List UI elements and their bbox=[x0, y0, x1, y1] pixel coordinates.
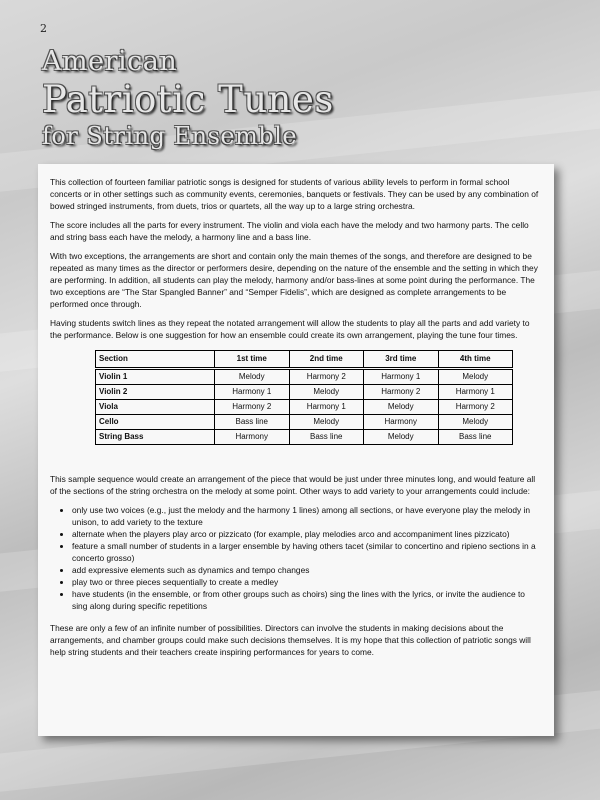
arrangement-table bbox=[95, 350, 513, 445]
table-row bbox=[96, 369, 513, 385]
table-cell: Bass line bbox=[215, 415, 290, 430]
title-line-2: Patriotic Tunes bbox=[42, 78, 334, 121]
title-line-3: for String Ensemble bbox=[42, 122, 298, 150]
table-cell: String Bass bbox=[96, 430, 215, 445]
table-cell: Harmony 2 bbox=[364, 385, 439, 400]
intro-paragraph-4: Having students switch lines as they repeat the notated arrangement will allow the students to play all the parts and add variety to the performance. Below is one suggestion for how an ensemble could create its own arrangement, playing the tune four times. bbox=[50, 318, 530, 340]
closing-paragraph: These are only a few of an infinite number of possibilities. Directors can involve the students in making decisions about the arrangements, and chamber groups could make such decisions themselves. It is my hope that this collection of patriotic songs will help string students and their teachers create inspiring performances for years to come. bbox=[50, 623, 531, 657]
table-row bbox=[96, 400, 513, 415]
list-item: • alternate when the players play arco or pizzicato (for example, play melodies arco and accompaniment lines pizzicato) bbox=[72, 528, 542, 540]
table-cell: Melody bbox=[438, 415, 513, 430]
table-header-row bbox=[96, 351, 513, 369]
table-cell: Bass line bbox=[289, 430, 364, 445]
intro-paragraph-1: This collection of fourteen familiar patriotic songs is designed for students of various ability levels to perform in formal school concerts or in other settings such as community events, ceremonies, banquets or festivals. They can be used by any combination of bowed stringed instruments, from duets, trios or quartets, all the way up to a large string orchestra. bbox=[50, 177, 539, 211]
table-cell: Violin 1 bbox=[96, 369, 215, 385]
table-cell: Cello bbox=[96, 415, 215, 430]
table-cell: Harmony 2 bbox=[438, 400, 513, 415]
table-row bbox=[96, 430, 513, 445]
body-text bbox=[50, 176, 542, 665]
ideas-list bbox=[50, 504, 542, 612]
table-row bbox=[96, 385, 513, 400]
list-item: • play two or three pieces sequentially to create a medley bbox=[72, 576, 542, 588]
list-item: • have students (in the ensemble, or from other groups such as choirs) sing the lines with the lyrics, or invite the audience to sing along during specific repetitions bbox=[72, 588, 542, 612]
table-cell: Violin 2 bbox=[96, 385, 215, 400]
table-cell: Melody bbox=[438, 369, 513, 385]
table-cell: Harmony 1 bbox=[438, 385, 513, 400]
table-cell: Melody bbox=[364, 430, 439, 445]
header-section: Section bbox=[96, 351, 215, 369]
page-number: 2 bbox=[40, 22, 47, 35]
table-cell: Melody bbox=[364, 400, 439, 415]
table-cell: Harmony 1 bbox=[289, 400, 364, 415]
table-cell: Melody bbox=[289, 415, 364, 430]
after-table-paragraph: This sample sequence would create an arrangement of the piece that would be just under three minutes long, and would feature all of the sections of the string orchestra on the melody at some point. Other ways to add variety to your arrangements could include: bbox=[50, 474, 536, 496]
table-cell: Bass line bbox=[438, 430, 513, 445]
page-title bbox=[42, 48, 334, 148]
content-panel bbox=[38, 164, 554, 736]
intro-paragraph-2: The score includes all the parts for every instrument. The violin and viola each have the melody and two harmony parts. The cello and string bass each have the melody, a harmony line and a bass line. bbox=[50, 220, 529, 242]
table-row bbox=[96, 415, 513, 430]
list-item: • only use two voices (e.g., just the melody and the harmony 1 lines) among all sections, or have everyone play the melody in unison, to add variety to the texture bbox=[72, 504, 542, 528]
table-cell: Harmony 2 bbox=[215, 400, 290, 415]
table-cell: Harmony bbox=[364, 415, 439, 430]
list-item: • add expressive elements such as dynamics and tempo changes bbox=[72, 564, 542, 576]
table-cell: Harmony 2 bbox=[289, 369, 364, 385]
header-3rd-time: 3rd time bbox=[364, 351, 439, 369]
header-2nd-time: 2nd time bbox=[289, 351, 364, 369]
table-cell: Viola bbox=[96, 400, 215, 415]
table-cell: Harmony bbox=[215, 430, 290, 445]
spacer bbox=[50, 445, 542, 473]
list-item: • feature a small number of students in a larger ensemble by having others tacet (similar to concertino and ripieno sections in a concerto grosso) bbox=[72, 540, 542, 564]
table-cell: Melody bbox=[215, 369, 290, 385]
intro-paragraph-3: With two exceptions, the arrangements are short and contain only the main themes of the songs, and therefore are designed to be repeated as many times as the director or performers desire, depending on the nature of the ensemble and the setting in which they are performing. In addition, all students can play the melody, harmony and/or bass-lines at some point during the performance. The two exceptions are “The Star Spangled Banner” and “Semper Fidelis”, which are designed as complete arrangements to be performed once through. bbox=[50, 251, 538, 309]
header-4th-time: 4th time bbox=[438, 351, 513, 369]
table-cell: Harmony 1 bbox=[364, 369, 439, 385]
title-line-1: American bbox=[42, 46, 178, 77]
header-1st-time: 1st time bbox=[215, 351, 290, 369]
table-cell: Melody bbox=[289, 385, 364, 400]
table-cell: Harmony 1 bbox=[215, 385, 290, 400]
